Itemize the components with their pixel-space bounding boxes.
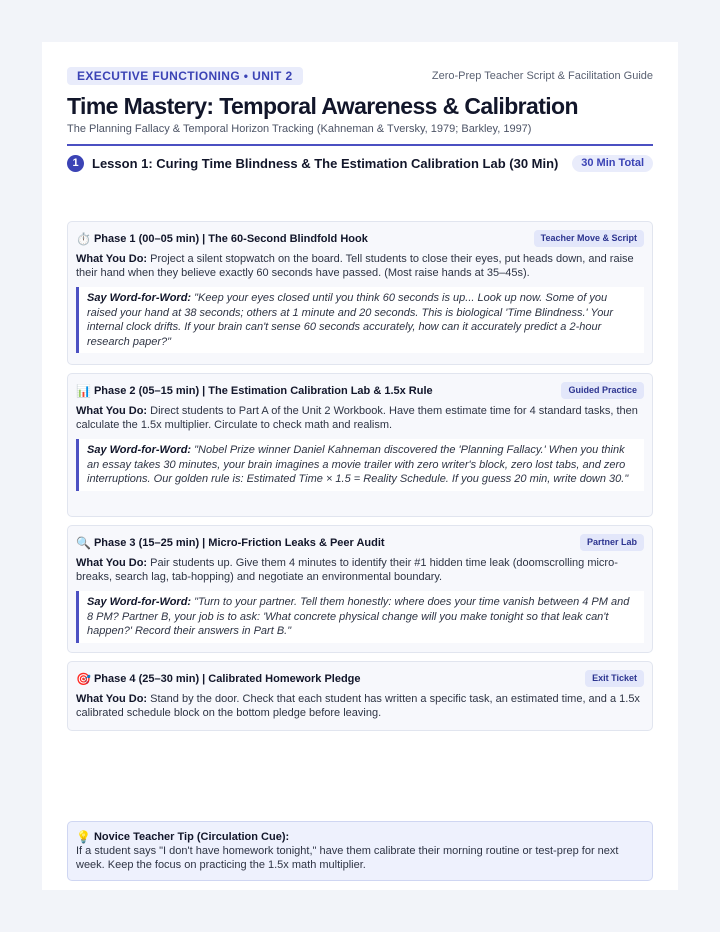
phase-body [76, 692, 644, 720]
phase-header [76, 534, 644, 551]
script-callout [76, 439, 644, 491]
worksheet-page [42, 42, 678, 890]
title-divider [67, 144, 653, 146]
what-you-do [76, 556, 644, 584]
phase-title [76, 536, 385, 550]
page-title: Time Mastery: Temporal Awareness & Calibration [67, 93, 578, 119]
teacher-tip-box [67, 821, 653, 881]
what-you-do [76, 252, 644, 280]
what-you-do-text: Stand by the door. Check that each student has written a specific task, an estimated time, and a 1.5x calibrated schedule block on the bottom pledge before leaving. [76, 693, 640, 719]
what-you-do-text: Direct students to Part A of the Unit 2 Workbook. Have them estimate time for 4 standard tasks, then calculate the 1.5x multiplier. Circulate to check math and realism. [76, 405, 638, 431]
phase-title-text: Phase 4 (25–30 min) | Calibrated Homework Pledge [93, 672, 361, 685]
phase-card-3 [67, 525, 653, 653]
say-label: Say Word-for-Word: [87, 292, 192, 304]
phase-title [76, 232, 368, 246]
say-label: Say Word-for-Word: [87, 596, 192, 608]
tip-title-text: Novice Teacher Tip (Circulation Cue): [93, 831, 290, 843]
phase-title [76, 384, 433, 398]
phase-tag: Partner Lab [580, 534, 644, 551]
phase-tag: Teacher Move & Script [534, 230, 644, 247]
phase-header [76, 670, 644, 687]
page-content [67, 67, 653, 871]
bar-chart-icon: 📊 [76, 383, 91, 398]
what-you-do [76, 404, 644, 432]
guide-label: Zero-Prep Teacher Script & Facilitation Guide [431, 70, 653, 82]
lightbulb-icon: 💡 [76, 830, 91, 844]
stopwatch-icon: ⏱️ [76, 231, 91, 246]
phase-title-text: Phase 1 (00–05 min) | The 60-Second Blindfold Hook [93, 232, 368, 245]
phase-header [76, 230, 644, 247]
phase-title [76, 672, 361, 686]
tip-text: If a student says "I don't have homework tonight," have them calibrate their morning routine or test-prep for next week. Keep the focus on practicing the 1.5x math multiplier. [76, 845, 619, 871]
unit-badge: EXECUTIVE FUNCTIONING • UNIT 2 [67, 67, 303, 85]
phase-tag: Exit Ticket [585, 670, 644, 687]
phase-card-4 [67, 661, 653, 731]
script-callout [76, 287, 644, 353]
phase-body [76, 556, 644, 643]
say-text: "Nobel Prize winner Daniel Kahneman discovered the 'Planning Fallacy.' When you think an essay takes 30 minutes, your brain imagines a movie trailer with zero writer's block, zero lost tabs, and zero interruptions. Our golden rule is: Estimated Time × 1.5 = Reality Schedule. If you guess 20 min, write down 30." [87, 444, 629, 486]
target-icon: 🎯 [76, 671, 91, 686]
say-text: "Keep your eyes closed until you think 60 seconds is up... Look up now. Some of you raised your hand at 38 seconds; others at 1 minute and 20 seconds. This is biological 'Time Blindness.' Your internal clock drifts. If your brain can't sense 60 seconds accurately, how can it accurately predict a 2-hour research paper?" [87, 292, 614, 348]
phase-card-1 [67, 221, 653, 365]
what-you-do-label: What You Do: [76, 405, 148, 417]
what-you-do-label: What You Do: [76, 253, 148, 265]
tip-title [76, 830, 644, 844]
phase-tag: Guided Practice [561, 382, 644, 399]
phase-header [76, 382, 644, 399]
phase-card-2 [67, 373, 653, 517]
say-label: Say Word-for-Word: [87, 444, 192, 456]
lesson-number-badge: 1 [67, 155, 84, 172]
lesson-title: Lesson 1: Curing Time Blindness & The Estimation Calibration Lab (30 Min) [92, 155, 559, 171]
page-subtitle: The Planning Fallacy & Temporal Horizon Tracking (Kahneman & Tversky, 1979; Barkley, 1997) [67, 123, 532, 135]
header-row [67, 67, 653, 85]
what-you-do [76, 692, 644, 720]
what-you-do-label: What You Do: [76, 557, 148, 569]
what-you-do-text: Pair students up. Give them 4 minutes to identify their #1 hidden time leak (doomscrolling micro-breaks, search lag, tab-hopping) and negotiate an environmental boundary. [76, 557, 618, 583]
magnifier-icon: 🔍 [76, 535, 91, 550]
phase-title-text: Phase 2 (05–15 min) | The Estimation Calibration Lab & 1.5x Rule [93, 384, 433, 397]
phase-title-text: Phase 3 (15–25 min) | Micro-Friction Leaks & Peer Audit [93, 536, 385, 549]
what-you-do-label: What You Do: [76, 693, 148, 705]
total-time-badge: 30 Min Total [572, 155, 653, 172]
phase-body [76, 404, 644, 491]
what-you-do-text: Project a silent stopwatch on the board. Tell students to close their eyes, put heads down, and raise their hand when they believe exactly 60 seconds have passed. (Most raise hands at 35–45s). [76, 253, 634, 279]
script-callout [76, 591, 644, 643]
lesson-header [67, 154, 653, 172]
phase-body [76, 252, 644, 353]
say-text: "Turn to your partner. Tell them honestly: where does your time vanish between 4 PM and 8 PM? Partner B, your job is to ask: 'What concrete physical change will you make tonight so that leak can't happen?' Record their answers in Part B." [87, 596, 630, 638]
